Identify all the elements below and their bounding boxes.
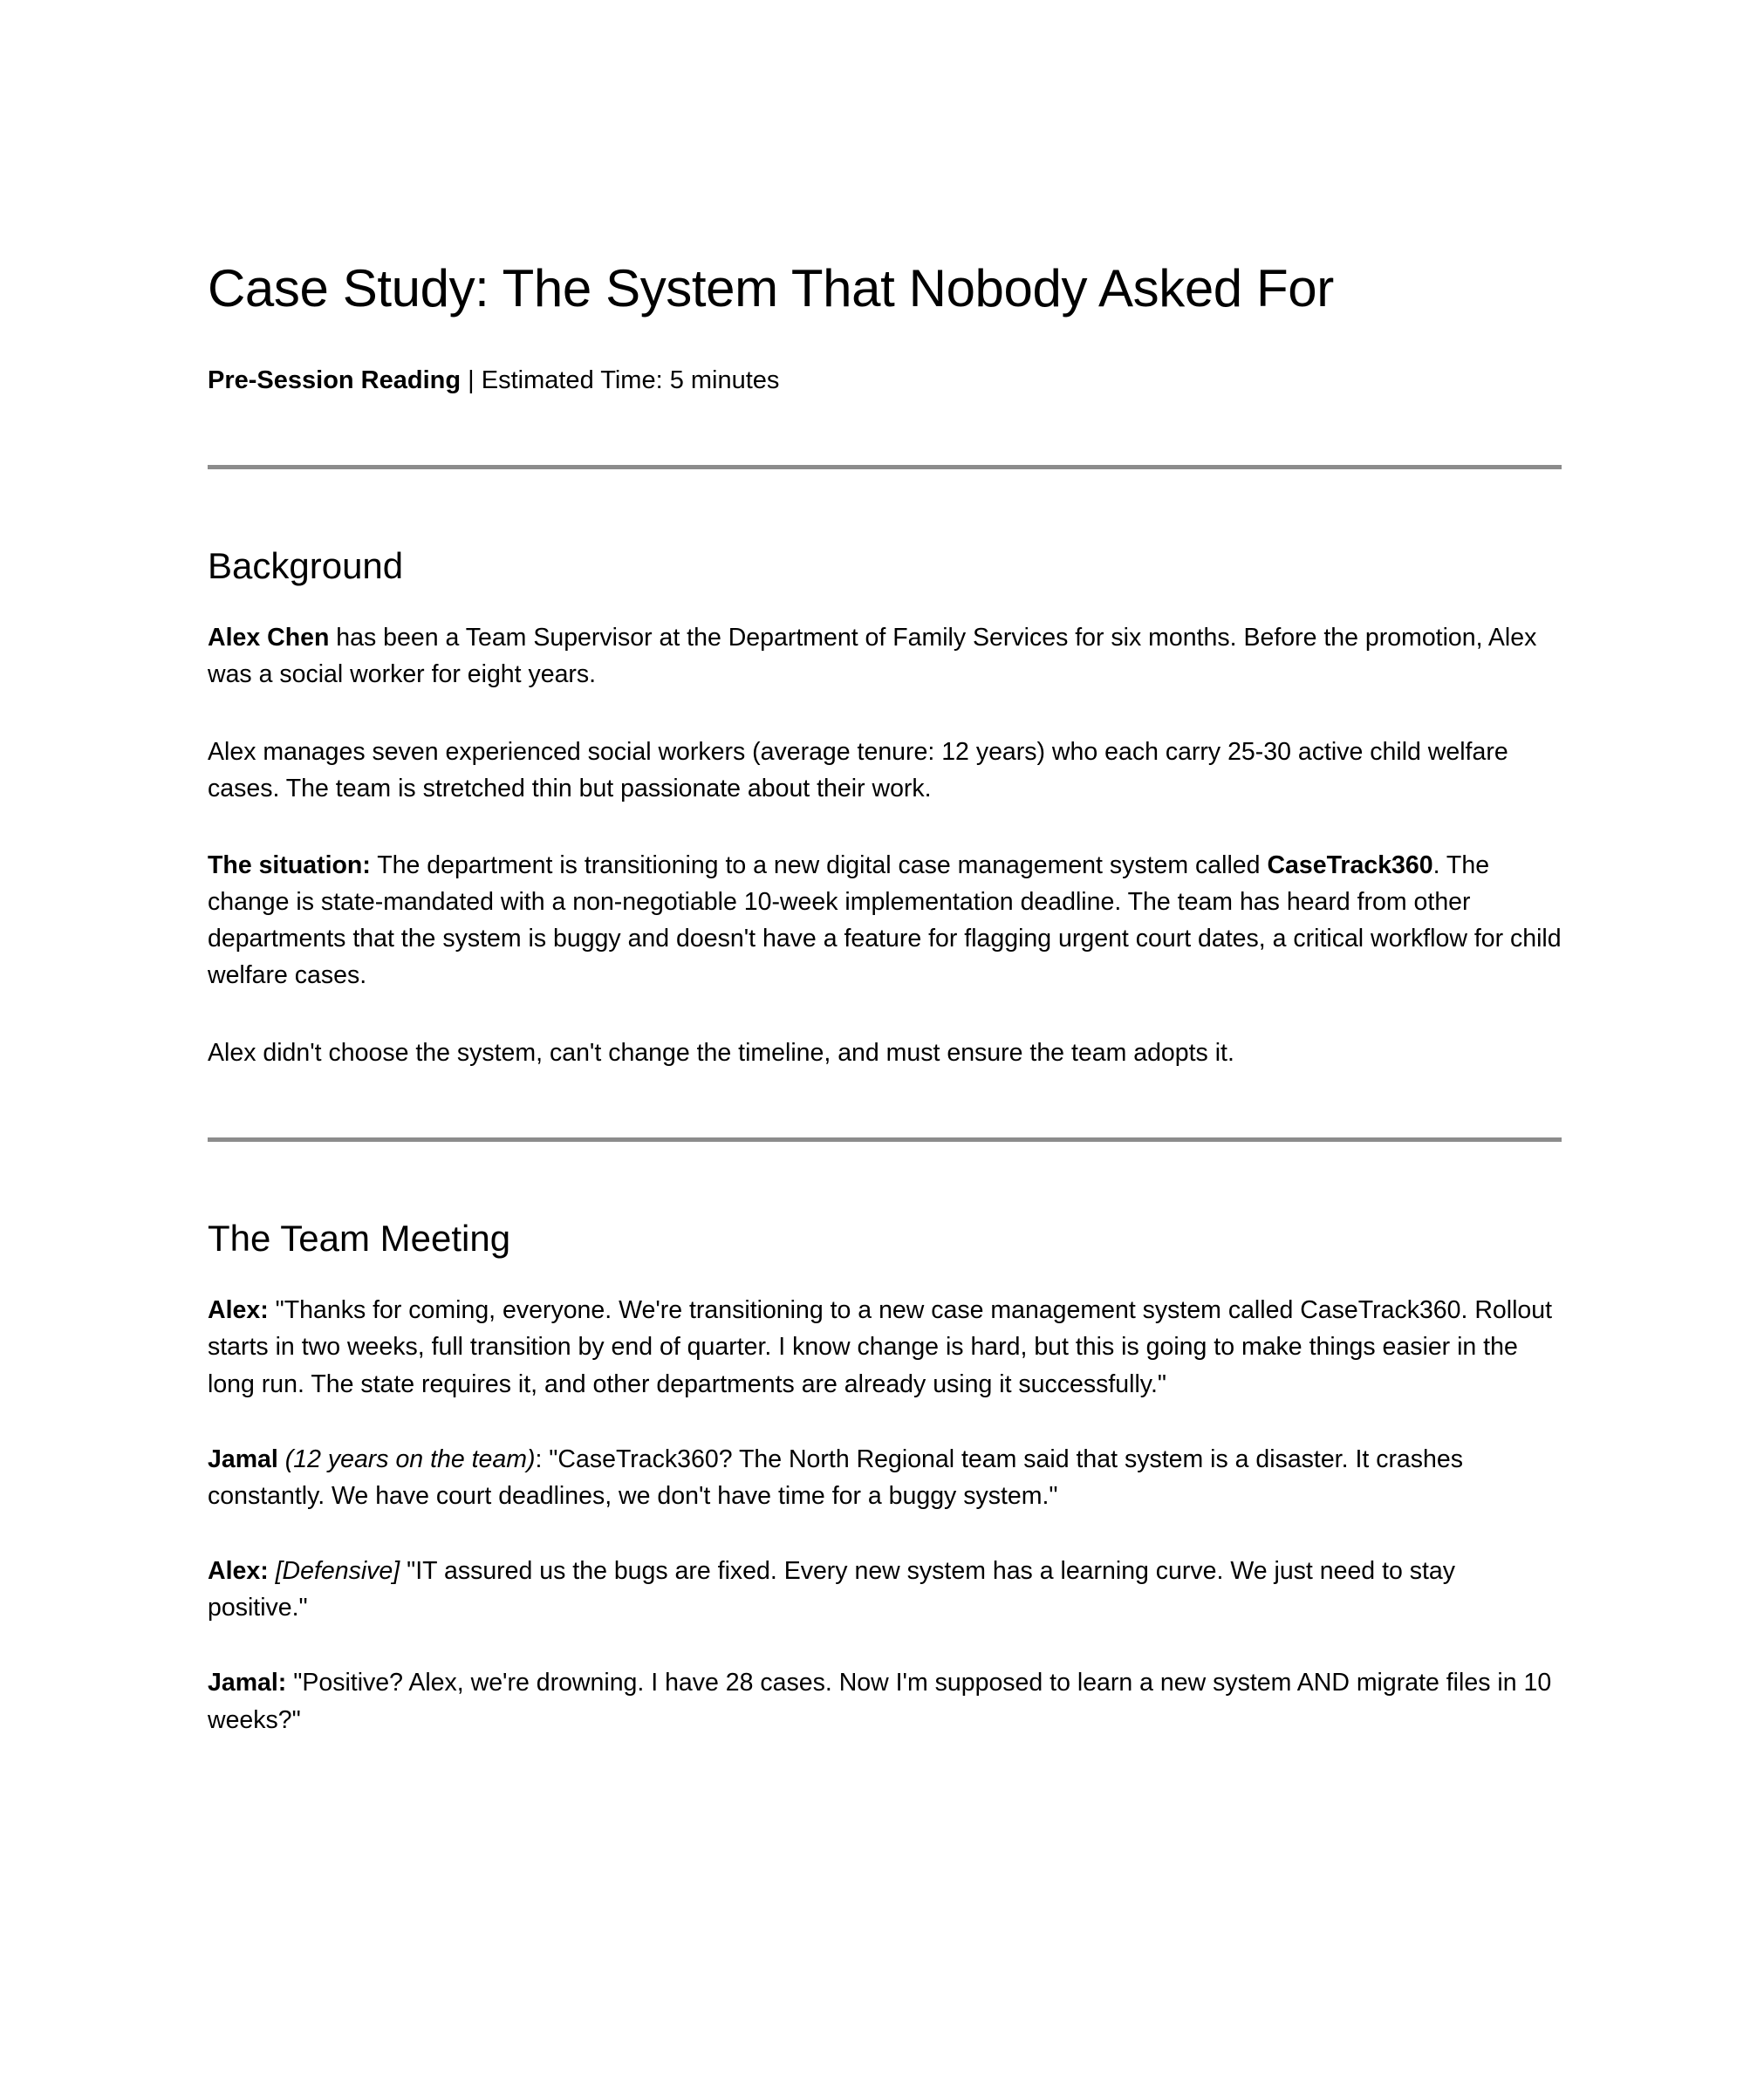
page-title: Case Study: The System That Nobody Asked For	[208, 259, 1334, 318]
document-content	[208, 258, 1562, 1738]
dialogue-quote-alex-1: "Thanks for coming, everyone. We're transitioning to a new case management system called CaseTrack360. Rollout starts in two weeks, full transition by end of quarter. I know change is hard, but this is going to make things easier in the long run. The state requires it, and other departments are already using it successfully."	[208, 1296, 1553, 1398]
background-paragraph-1	[208, 619, 1562, 693]
dialogue-quote-jamal-1: : "CaseTrack360? The North Regional team said that system is a disaster. It crashes constantly. We have court deadlines, we don't have time for a buggy system."	[208, 1445, 1463, 1510]
dialogue-aside-jamal-1: (12 years on the team)	[277, 1445, 536, 1473]
section-heading-team-meeting: The Team Meeting	[208, 1217, 511, 1259]
dialogue-aside-alex-2: [Defensive]	[268, 1557, 400, 1586]
background-paragraph-3	[208, 847, 1562, 994]
background-p1-lead: Alex Chen	[208, 624, 330, 652]
dialogue-speaker-alex-1: Alex:	[208, 1296, 269, 1325]
dialogue-line-jamal-2	[208, 1664, 1562, 1738]
section-divider-1	[208, 465, 1562, 469]
dialogue-line-alex-2	[208, 1553, 1562, 1626]
document-subtitle	[208, 362, 1562, 399]
dialogue-speaker-jamal-1: Jamal	[208, 1445, 278, 1473]
dialogue-quote-jamal-2: "Positive? Alex, we're drowning. I have 28 cases. Now I'm supposed to learn a new system AND migrate files in 10 weeks?"	[208, 1669, 1552, 1734]
background-p3-rest: . The change is state-mandated with a non-negotiable 10-week implementation deadline. The team has heard from other departments that the system is buggy and doesn't have a feature for flagging urgent court dates, a critical workflow for child welfare cases.	[208, 850, 1562, 990]
dialogue-speaker-alex-2: Alex:	[208, 1557, 269, 1586]
section-divider-2	[208, 1137, 1562, 1142]
background-paragraph-4: Alex didn't choose the system, can't change the timeline, and must ensure the team adopts it.	[208, 1038, 1234, 1067]
dialogue-quote-alex-2: "IT assured us the bugs are fixed. Every new system has a learning curve. We just need to stay positive."	[208, 1557, 1456, 1622]
background-p1-rest: has been a Team Supervisor at the Department of Family Services for six months. Before the promotion, Alex was a social worker for eight years.	[208, 624, 1537, 689]
subtitle-meta: Estimated Time: 5 minutes	[481, 365, 780, 394]
background-p3-mid: The department is transitioning to a new digital case management system called	[370, 850, 1268, 879]
dialogue-line-jamal-1	[208, 1441, 1562, 1514]
section-team-meeting	[208, 1217, 1562, 1738]
background-p3-system-name: CaseTrack360	[1267, 850, 1433, 879]
section-background	[208, 544, 1562, 1071]
subtitle-separator: |	[461, 365, 482, 394]
dialogue-line-alex-1	[208, 1292, 1562, 1403]
background-p3-lead: The situation:	[208, 850, 371, 879]
section-heading-background: Background	[208, 544, 404, 586]
background-paragraph-2: Alex manages seven experienced social workers (average tenure: 12 years) who each carry 25-30 active child welfare cases. The team is stretched thin but passionate about their work.	[208, 737, 1508, 803]
dialogue-speaker-jamal-2: Jamal:	[208, 1669, 287, 1697]
subtitle-label: Pre-Session Reading	[208, 365, 462, 394]
